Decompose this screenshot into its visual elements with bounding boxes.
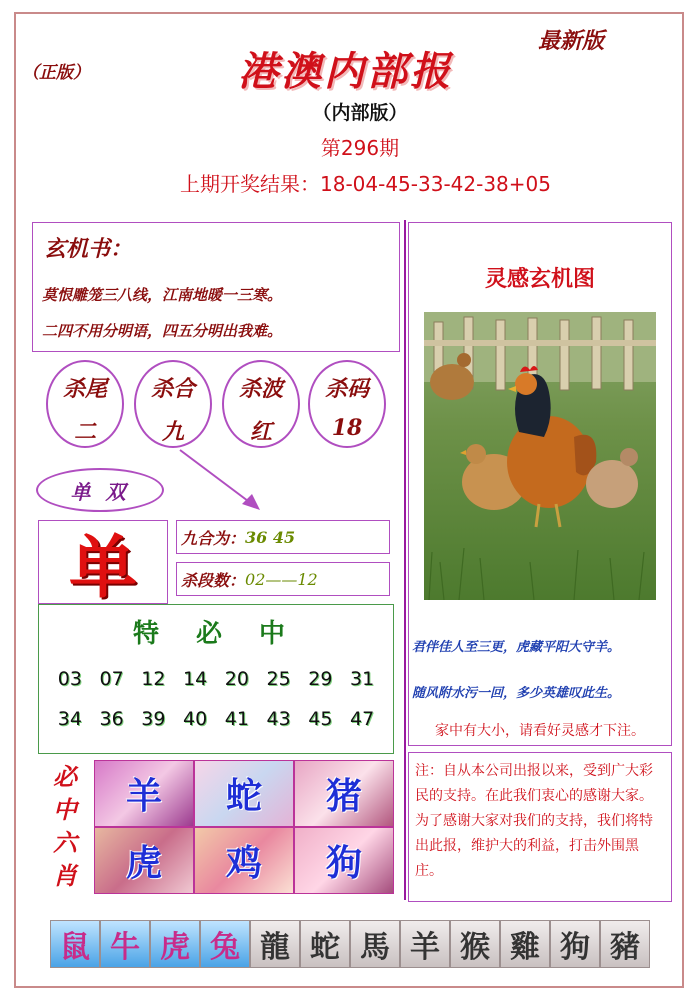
zodiac-char: 鸡 xyxy=(225,842,262,884)
zodiac-cell xyxy=(194,827,294,894)
arrow-icon xyxy=(176,446,266,516)
zodiac-char: 猪 xyxy=(325,775,362,817)
inspiration-heading: 灵感玄机图 xyxy=(484,266,595,292)
special-number: 29 xyxy=(308,668,333,690)
riddle-heading: 玄机书： xyxy=(44,236,133,262)
special-number: 39 xyxy=(141,708,166,730)
column-divider xyxy=(404,220,406,900)
kill-segment-label: 杀段数： xyxy=(181,570,246,590)
pick-value: 二 xyxy=(73,419,96,445)
special-number: 07 xyxy=(99,668,124,690)
issue-number: 第296期 xyxy=(320,136,400,160)
zodiac-char: 虎 xyxy=(125,842,162,884)
edition-right: 最新版 xyxy=(538,28,605,54)
single-double-oval xyxy=(36,468,164,512)
zodiac-char: 蛇 xyxy=(225,775,262,817)
special-number: 45 xyxy=(308,708,333,730)
subtitle: （内部版） xyxy=(312,102,408,124)
zodiac-cell xyxy=(94,760,194,827)
zodiac-bar-cell: 牛 xyxy=(100,920,150,968)
zodiac-cell xyxy=(294,827,394,894)
zodiac-bar-cell: 鼠 xyxy=(50,920,100,968)
page-title: 港澳内部报 xyxy=(238,48,453,95)
zodiac-bar-cell: 虎 xyxy=(150,920,200,968)
inspiration-poem-2: 随风附水污一回，多少英雄叹此生。 xyxy=(412,686,621,701)
big-char: 单 xyxy=(68,527,137,608)
special-number: 31 xyxy=(350,668,375,690)
inspiration-poem-1: 君伴佳人至三更，虎藏平阳大守羊。 xyxy=(412,640,621,655)
six-zodiac-grid xyxy=(94,760,394,894)
pick-label: 杀合 xyxy=(150,376,195,402)
nine-combo-value: 36 45 xyxy=(245,527,296,547)
special-number: 14 xyxy=(183,668,208,690)
zodiac-bar xyxy=(50,920,650,968)
single-double-label: 单 双 xyxy=(70,479,130,504)
special-number: 12 xyxy=(141,668,166,690)
kill-segment-box xyxy=(176,562,390,596)
zodiac-char: 狗 xyxy=(325,842,362,884)
special-number: 40 xyxy=(183,708,208,730)
last-result xyxy=(180,168,551,197)
edition-left: （正版） xyxy=(22,63,90,83)
zodiac-bar-cell: 蛇 xyxy=(300,920,350,968)
big-char-box xyxy=(38,520,168,608)
riddle-line-1: 莫恨雕笼三八线，江南地暖一三寒。 xyxy=(42,286,283,304)
zodiac-char: 羊 xyxy=(125,775,162,817)
special-number: 47 xyxy=(350,708,375,730)
special-number: 03 xyxy=(57,668,82,690)
pick-value: 18 xyxy=(331,415,363,441)
zodiac-cell xyxy=(94,827,194,894)
special-number: 25 xyxy=(266,668,291,690)
special-number: 41 xyxy=(224,708,249,730)
pick-value: 红 xyxy=(249,419,272,445)
zodiac-bar-cell: 雞 xyxy=(500,920,550,968)
chicken-image xyxy=(424,312,656,600)
special-number: 43 xyxy=(266,708,291,730)
special-row-2 xyxy=(49,708,383,730)
pick-oval xyxy=(222,360,300,448)
six-zodiac-label: 必中六肖 xyxy=(53,762,77,890)
special-number: 34 xyxy=(57,708,82,730)
zodiac-bar-cell: 豬 xyxy=(600,920,650,968)
pick-oval xyxy=(134,360,212,448)
special-box xyxy=(38,604,394,754)
nine-combo-box xyxy=(176,520,390,554)
pick-oval xyxy=(46,360,124,448)
zodiac-bar-cell: 龍 xyxy=(250,920,300,968)
special-number: 36 xyxy=(99,708,124,730)
zodiac-bar-cell: 兔 xyxy=(200,920,250,968)
last-result-numbers: 18-04-45-33-42-38+05 xyxy=(320,172,551,196)
notice-text: 注：自从本公司出报以来，受到广大彩民的支持。在此我们衷心的感谢大家。为了感谢大家对我们的支持，我们将特出此报，维护大的利益，打击外围黑庄。 xyxy=(415,763,653,879)
pick-label: 杀波 xyxy=(238,376,283,402)
zodiac-bar-cell: 羊 xyxy=(400,920,450,968)
pick-value: 九 xyxy=(161,419,184,445)
special-heading: 特 必 中 xyxy=(132,619,300,649)
zodiac-bar-cell: 馬 xyxy=(350,920,400,968)
riddle-line-2: 二四不用分明语，四五分明出我难。 xyxy=(42,322,283,340)
notice-box xyxy=(408,752,672,902)
zodiac-bar-cell: 猴 xyxy=(450,920,500,968)
pick-label: 杀尾 xyxy=(62,376,107,402)
nine-combo-label: 九合为： xyxy=(181,528,246,548)
inspiration-note: 家中有大小，请看好灵感才下注。 xyxy=(435,723,645,739)
kill-segment-value: 02——12 xyxy=(245,569,318,589)
zodiac-cell xyxy=(294,760,394,827)
zodiac-bar-cell: 狗 xyxy=(550,920,600,968)
zodiac-cell xyxy=(194,760,294,827)
pick-label: 杀码 xyxy=(324,376,369,402)
last-result-label: 上期开奖结果： xyxy=(180,172,320,196)
special-row-1 xyxy=(49,668,383,690)
pick-oval xyxy=(308,360,386,448)
special-number: 20 xyxy=(224,668,249,690)
